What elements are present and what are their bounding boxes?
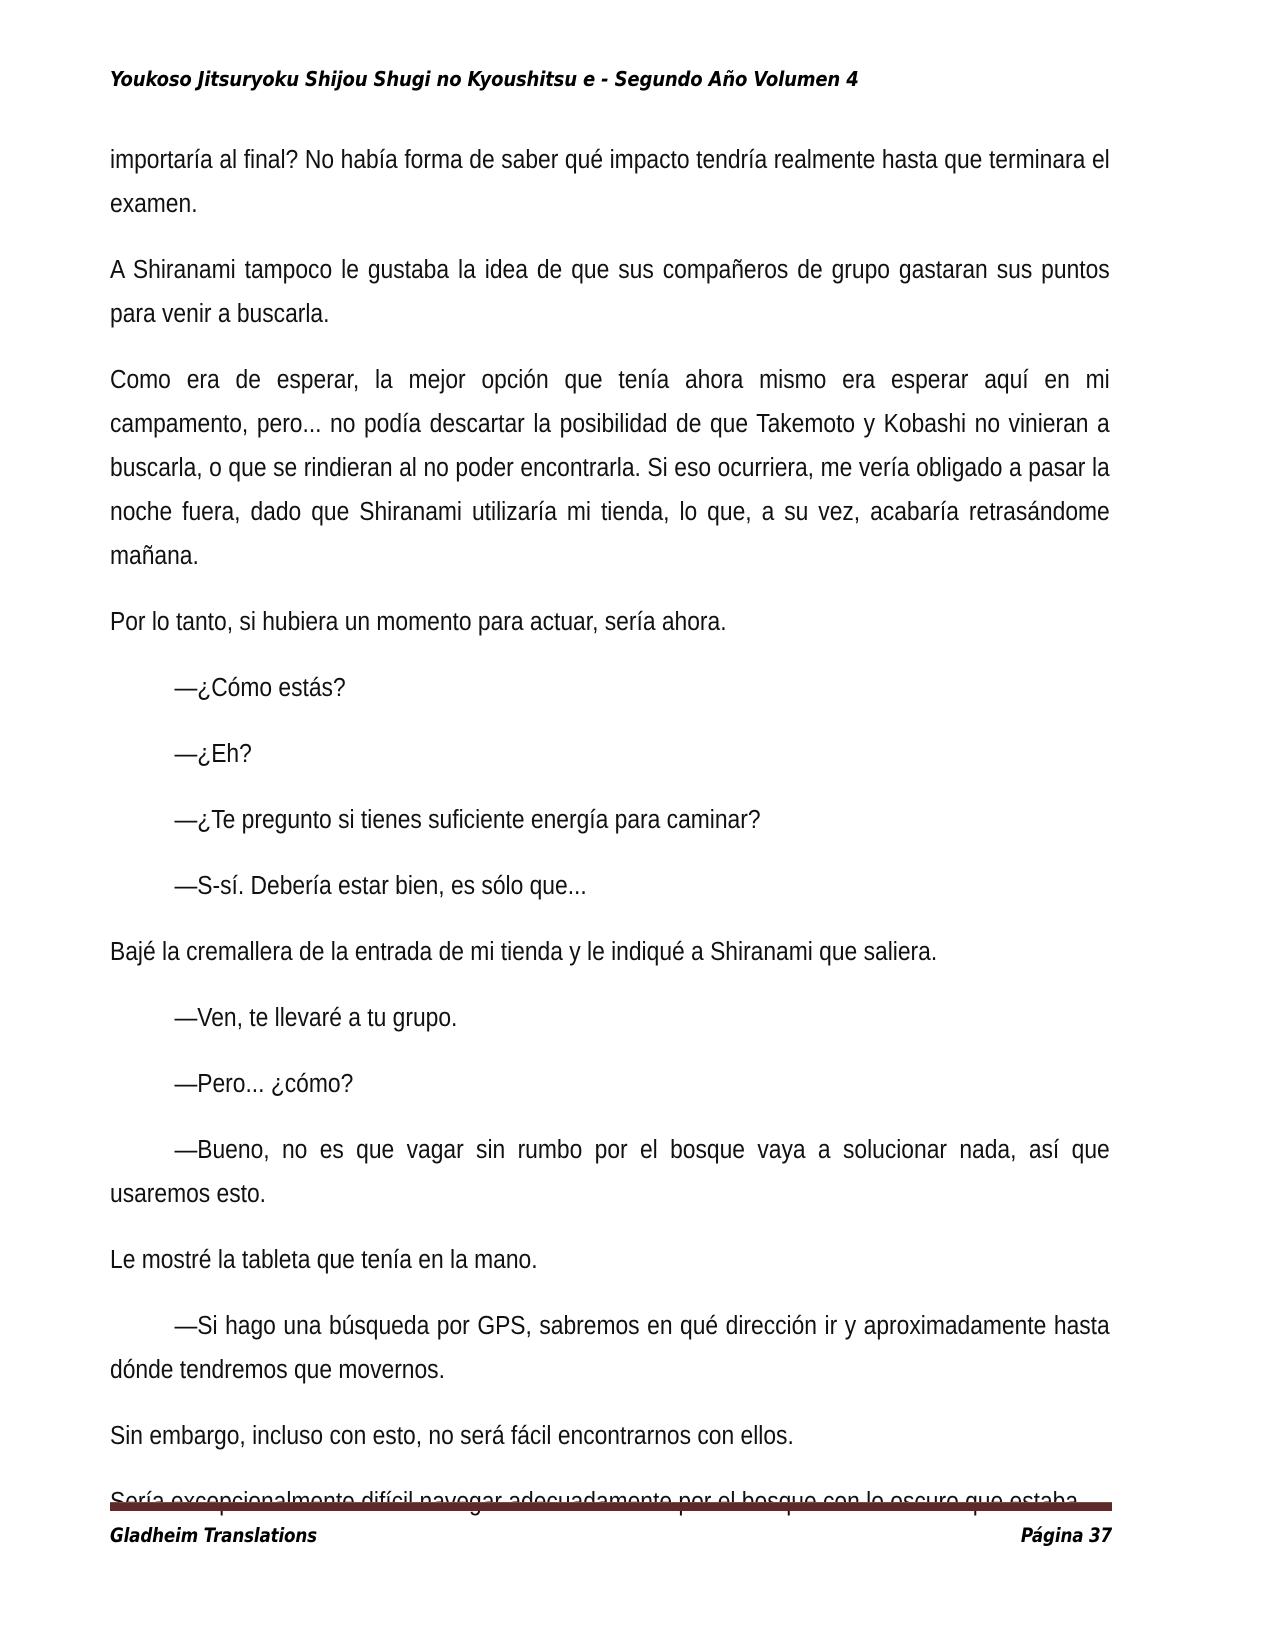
narration-paragraph: Como era de esperar, la mejor opción que tenía ahora mismo era esperar aquí en mi campamento, pero... no podía descartar la posibilidad de que Takemoto y Kobashi no vinieran a buscarla, o que se rindieran al no poder encontrarla. Si eso ocurriera, me vería obligado a pasar la noche fuera, dado que Shiranami utilizaría mi tienda, lo que, a su vez, acabaría retrasándome mañana.	[110, 366, 1110, 570]
dialogue-line: —Ven, te llevaré a tu grupo.	[174, 1004, 458, 1032]
dialogue-line: —Si hago una búsqueda por GPS, sabremos en qué dirección ir y aproximadamente hasta dónde tendremos que movernos.	[110, 1312, 1110, 1384]
footer-page-number: Página 37	[1020, 1524, 1112, 1547]
dialogue-line: —Pero... ¿cómo?	[174, 1070, 354, 1098]
narration-paragraph: Sin embargo, incluso con esto, no será fácil encontrarnos con ellos.	[110, 1422, 794, 1450]
dialogue-line: —¿Eh?	[174, 740, 252, 768]
narration-paragraph: Por lo tanto, si hubiera un momento para actuar, sería ahora.	[110, 608, 727, 636]
dialogue-line: —¿Cómo estás?	[174, 674, 346, 702]
dialogue-line: —¿Te pregunto si tienes suficiente energía para caminar?	[174, 806, 761, 834]
page-header-title: Youkoso Jitsuryoku Shijou Shugi no Kyoushitsu e - Segundo Año Volumen 4	[110, 67, 859, 91]
dialogue-line: —Bueno, no es que vagar sin rumbo por el bosque vaya a solucionar nada, así que usaremos esto.	[110, 1136, 1110, 1208]
narration-paragraph: A Shiranami tampoco le gustaba la idea de que sus compañeros de grupo gastaran sus puntos para venir a buscarla.	[110, 256, 1110, 328]
narration-paragraph: Bajé la cremallera de la entrada de mi tienda y le indiqué a Shiranami que saliera.	[110, 938, 938, 966]
dialogue-line: —S-sí. Debería estar bien, es sólo que...	[174, 872, 587, 900]
body-text-block	[110, 138, 1110, 1524]
page-content-area	[110, 0, 1110, 1650]
footer-divider-rule	[110, 1502, 1112, 1511]
narration-paragraph: importaría al final? No había forma de saber qué impacto tendría realmente hasta que terminara el examen.	[110, 146, 1110, 218]
footer-translator-credit: Gladheim Translations	[110, 1524, 317, 1547]
narration-paragraph: Le mostré la tableta que tenía en la mano.	[110, 1246, 538, 1274]
page-footer	[110, 1524, 1112, 1547]
